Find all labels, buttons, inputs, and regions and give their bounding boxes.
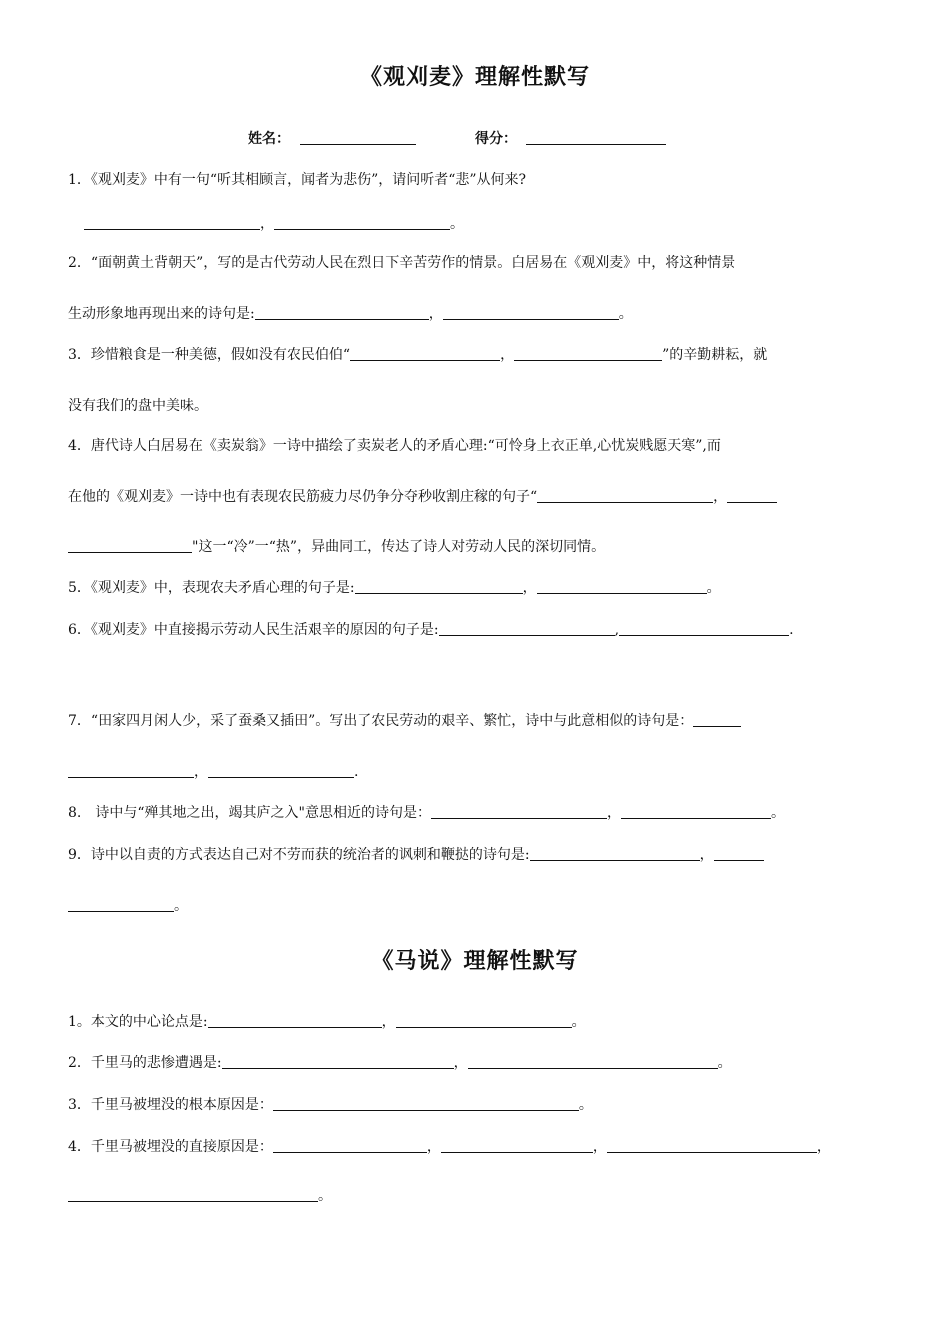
- separator: ，: [592, 1139, 607, 1155]
- s1-q3-blank-2[interactable]: [514, 346, 662, 361]
- s1-q5-blank-1[interactable]: [355, 579, 523, 594]
- end-punct: 。: [618, 306, 633, 322]
- s2-q1-blank-2[interactable]: [396, 1013, 572, 1028]
- s1-q9-blank-2b[interactable]: [68, 897, 174, 912]
- s1-q2-answers: [68, 304, 883, 324]
- s2-q3-text: 3．千里马被埋没的根本原因是：: [68, 1097, 273, 1113]
- separator: ,: [614, 622, 620, 638]
- s1-q8-text: 8. 诗中与“殚其地之出，竭其庐之入"意思相近的诗句是：: [68, 805, 431, 821]
- s1-q6: [68, 620, 883, 640]
- separator: ，: [381, 1014, 396, 1030]
- s2-q3-blank-1[interactable]: [273, 1096, 579, 1111]
- s1-q9-blank-2a[interactable]: [714, 846, 764, 861]
- end-punct: 。: [717, 1055, 732, 1071]
- separator: ，: [500, 347, 515, 363]
- s1-q8: [68, 803, 883, 823]
- s2-q3: [68, 1095, 883, 1115]
- separator: ，: [426, 1139, 441, 1155]
- s1-q2-lead: 生动形象地再现出来的诗句是:: [68, 306, 255, 322]
- s1-q7-blank-1b[interactable]: [68, 763, 194, 778]
- end-punct: .: [789, 622, 794, 638]
- s1-q4-lead: 在他的《观刈麦》一诗中也有表现农民筋疲力尽仍争分夺秒收割庄稼的句子“: [68, 489, 538, 505]
- s2-q2-blank-2[interactable]: [468, 1054, 718, 1069]
- end-punct: 。: [318, 1188, 332, 1204]
- s2-q1-blank-1[interactable]: [208, 1013, 382, 1028]
- s1-q4-text: 4．唐代诗人白居易在《卖炭翁》一诗中描绘了卖炭老人的矛盾心理:“可怜身上衣正单,心忧炭贱愿天寒”,而: [68, 438, 721, 454]
- s2-q4-line2: [68, 1186, 883, 1206]
- section1-title: 《观刈麦》理解性默写: [359, 65, 590, 90]
- s2-q1-text: 1。本文的中心论点是:: [68, 1014, 208, 1030]
- s1-q8-blank-2[interactable]: [621, 804, 771, 819]
- separator: ，: [453, 1055, 468, 1071]
- s1-q9-line2: [68, 896, 883, 916]
- section2-title: 《马说》理解性默写: [371, 949, 579, 974]
- end-punct: .: [354, 764, 359, 780]
- s2-q1: [68, 1012, 883, 1032]
- s1-q4-line3: [68, 537, 883, 557]
- separator: ，: [606, 805, 621, 821]
- s1-q4-line2: [68, 487, 883, 507]
- score-field[interactable]: [526, 144, 666, 145]
- end-punct: 。: [174, 898, 188, 914]
- s1-q6-text: 6．《观刈麦》中直接揭示劳动人民生活艰辛的原因的句子是:: [68, 622, 439, 638]
- s1-q8-blank-1[interactable]: [431, 804, 607, 819]
- score-label: 得分：: [475, 131, 517, 147]
- s2-q4-blank-2[interactable]: [441, 1138, 593, 1153]
- s1-q3-cont: [68, 396, 883, 416]
- s2-q4-blank-4[interactable]: [68, 1187, 318, 1202]
- s1-q3-tail: ”的辛勤耕耘，就: [662, 347, 768, 363]
- s1-q3-text: 3．珍惜粮食是一种美德，假如没有农民伯伯“: [68, 347, 351, 363]
- separator: ，: [260, 216, 274, 232]
- s2-q4-blank-3[interactable]: [607, 1138, 817, 1153]
- s2-q2-text: 2．千里马的悲惨遭遇是:: [68, 1055, 222, 1071]
- s1-q2-text: 2．“面朝黄土背朝天”，写的是古代劳动人民在烈日下辛苦劳作的情景。白居易在《观刈麦》中，将这种情景: [68, 255, 736, 271]
- s1-q3-cont-text: 没有我们的盘中美味。: [68, 398, 208, 414]
- s1-q4-blank-1[interactable]: [537, 488, 713, 503]
- separator: ，: [428, 306, 443, 322]
- separator: ，: [699, 847, 714, 863]
- s1-q7-blank-2[interactable]: [208, 763, 354, 778]
- s1-q1-answers: [84, 214, 899, 234]
- end-punct: 。: [770, 805, 785, 821]
- s1-q1-text: 1．《观刈麦》中有一句“听其相顾言，闻者为悲伤”，请问听者“悲”从何来?: [68, 172, 527, 188]
- s1-q4-tail: "这一“冷”一“热”，异曲同工，传达了诗人对劳动人民的深切同情。: [192, 539, 606, 555]
- s1-q3-blank-1[interactable]: [350, 346, 500, 361]
- s2-q4: [68, 1137, 883, 1157]
- end-punct: 。: [571, 1014, 586, 1030]
- s2-q2-blank-1[interactable]: [222, 1054, 454, 1069]
- s1-q9: [68, 845, 883, 865]
- s2-q2: [68, 1053, 883, 1073]
- s1-q3: [68, 345, 883, 365]
- s1-q7: [68, 711, 883, 731]
- s1-q6-blank-1[interactable]: [439, 621, 615, 636]
- separator: ，: [713, 489, 728, 505]
- s1-q2: [68, 253, 883, 273]
- s2-q4-text: 4．千里马被埋没的直接原因是：: [68, 1139, 273, 1155]
- s1-q9-blank-1[interactable]: [530, 846, 700, 861]
- s2-q4-blank-1[interactable]: [273, 1138, 427, 1153]
- s1-q9-text: 9．诗中以自责的方式表达自己对不劳而获的统治者的讽刺和鞭挞的诗句是:: [68, 847, 530, 863]
- s1-q5-text: 5．《观刈麦》中，表现农夫矛盾心理的句子是:: [68, 580, 355, 596]
- s1-q1-blank-1[interactable]: [84, 215, 260, 230]
- s1-q4-blank-2a[interactable]: [727, 488, 777, 503]
- name-field[interactable]: [300, 144, 416, 145]
- separator: ，: [816, 1139, 831, 1155]
- s1-q7-text: 7．“田家四月闲人少，采了蚕桑又插田”。写出了农民劳动的艰辛、繁忙，诗中与此意相似的诗句是：: [68, 713, 694, 729]
- s1-q5-blank-2[interactable]: [537, 579, 707, 594]
- s1-q2-blank-2[interactable]: [443, 305, 619, 320]
- s1-q7-blank-1a[interactable]: [693, 712, 741, 727]
- end-punct: 。: [578, 1097, 593, 1113]
- separator: ，: [194, 764, 208, 780]
- separator: ，: [522, 580, 537, 596]
- s1-q4: [68, 436, 883, 456]
- s1-q7-line2: [68, 762, 883, 782]
- end-punct: 。: [450, 216, 464, 232]
- s1-q5: [68, 578, 883, 598]
- s1-q6-blank-2[interactable]: [619, 621, 789, 636]
- name-label: 姓名：: [248, 131, 290, 147]
- s1-q2-blank-1[interactable]: [255, 305, 429, 320]
- s1-q1: [68, 170, 883, 190]
- s1-q4-blank-2b[interactable]: [68, 538, 192, 553]
- end-punct: 。: [706, 580, 721, 596]
- s1-q1-blank-2[interactable]: [274, 215, 450, 230]
